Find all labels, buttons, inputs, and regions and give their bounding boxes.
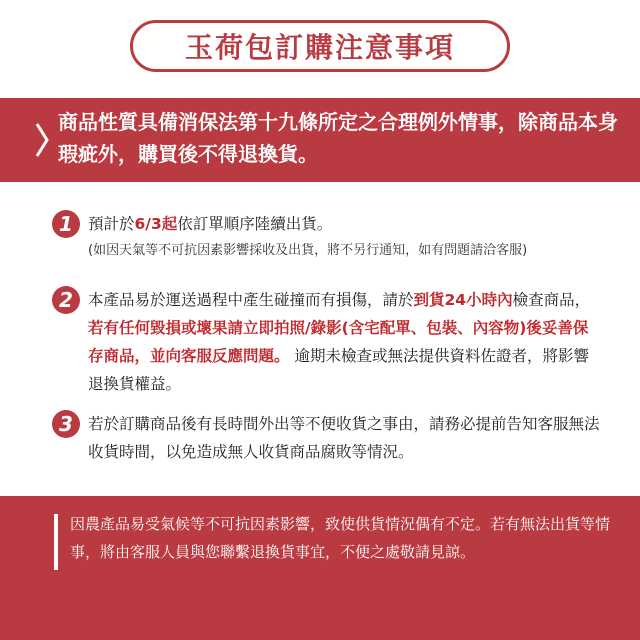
intro-notice [32,106,622,170]
item-2-text-mid: 檢查商品， [512,291,591,309]
page-title: 玉荷包訂購注意事項 [130,20,510,72]
number-badge-1: 1 [52,210,80,238]
number-badge-2: 2 [52,286,80,314]
notice-item-3-text: 若於訂購商品後有長時間外出等不便收貨之事由，請務必提前告知客服無法收貨時間，以免造成無人收貨商品腐敗等情況。 [88,415,600,461]
vertical-bar-icon [54,514,58,570]
item-2-text-before: 本產品易於運送過程中產生碰撞而有損傷，請於 [88,291,414,309]
item-1-text-after: 依訂單順序陸續出貨。 [177,215,333,233]
notice-panel [0,182,640,496]
item-2-text-after: 逾期未檢查或無法提供資料佐證者，將影響退換貨權益。 [88,347,589,393]
notice-item-1-text [88,210,600,264]
notice-item-2 [52,286,600,398]
item-1-text-before: 預計於 [88,215,135,233]
intro-text: 商品性質具備消保法第十九條所定之合理例外情事，除商品本身瑕疵外，購買後不得退換貨。 [58,110,618,166]
number-badge-3: 3 [52,410,80,438]
notice-item-3 [52,410,600,466]
notice-item-1 [52,210,600,264]
item-1-highlight: 6/3起 [134,215,178,233]
footer-text: 因農產品易受氣候等不可抗因素影響，致使供貨情況偶有不定。若有無法出貨等情事，將由客服人員與您聯繫退換貨事宜，不便之處敬請見諒。 [70,515,611,561]
item-1-note: (如因天氣等不可抗因素影響採收及出貨，將不另行通知，如有問題請洽客服) [88,243,528,258]
item-2-highlight-2: 若有任何毀損或壞果請立即拍照/錄影(含宅配單、包裝、內容物)後妥善保存商品，並向客服反應問題。 [88,319,589,365]
chevron-right-icon [32,110,52,170]
footer-notice [54,510,614,570]
title-banner [0,0,640,98]
item-2-highlight-1: 到貨24小時內 [413,291,513,309]
notice-item-2-text [88,286,600,398]
